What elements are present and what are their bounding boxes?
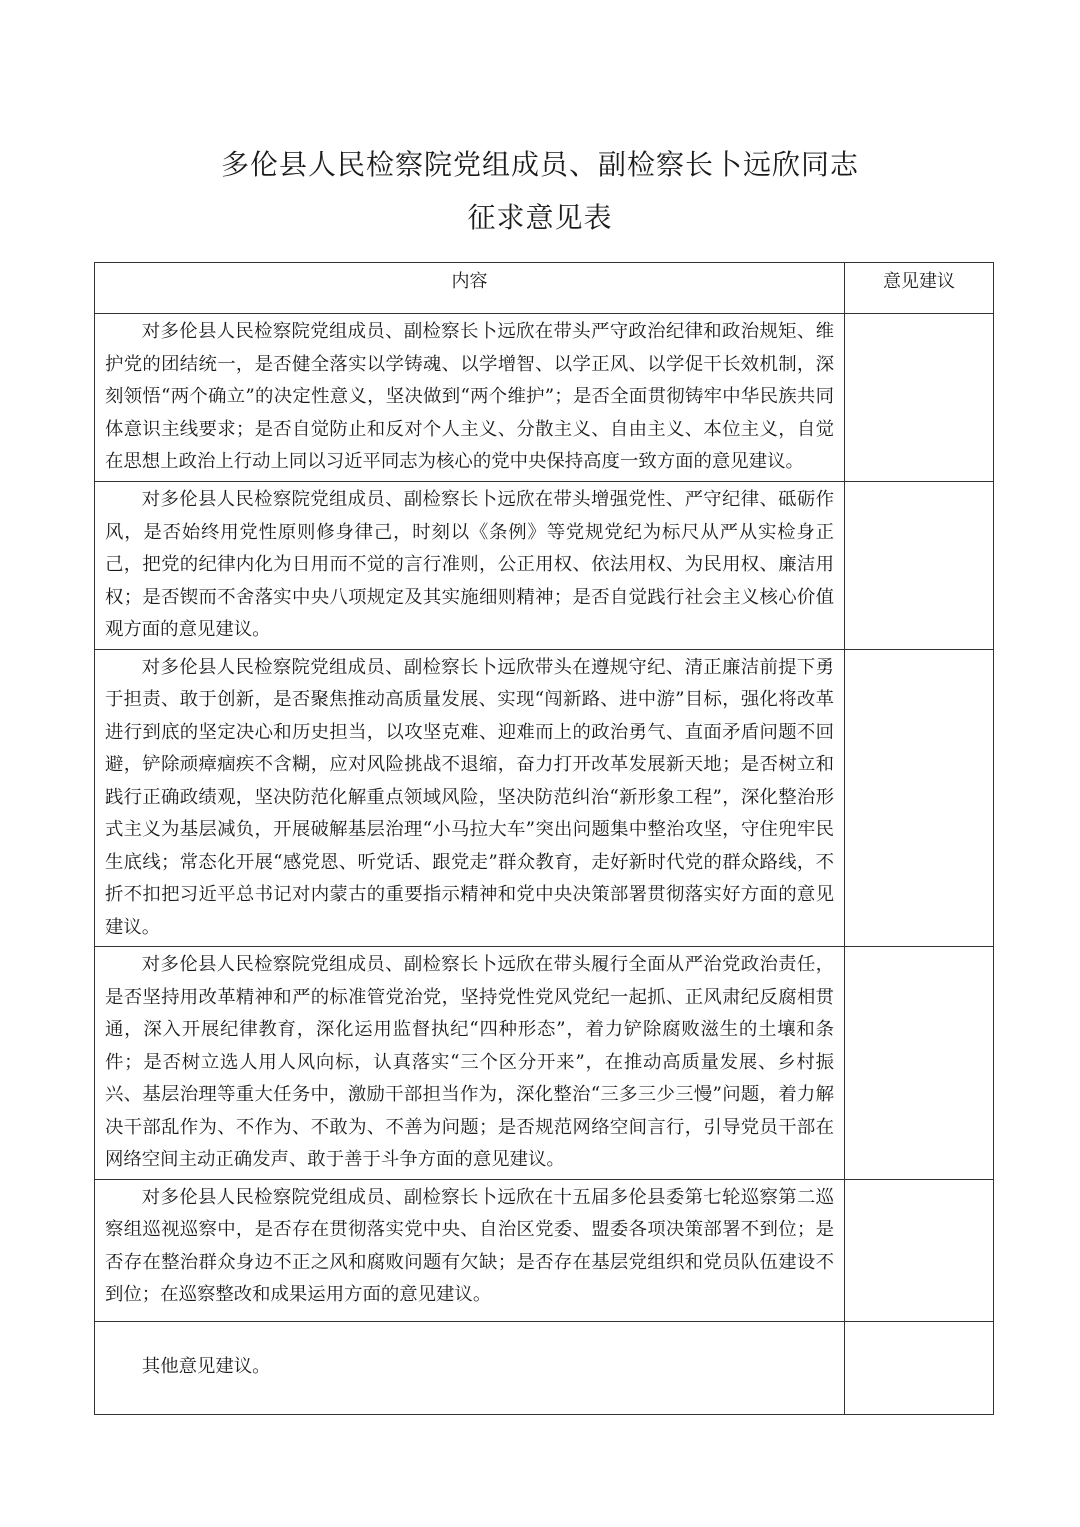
- document-title: 多伦县人民检察院党组成员、副检察长卜远欣同志: [220, 148, 859, 181]
- content-cell: [95, 482, 845, 650]
- opinion-cell[interactable]: [845, 947, 994, 1180]
- table-header-row: [95, 263, 994, 314]
- content-cell: [95, 947, 845, 1180]
- opinion-cell[interactable]: [845, 1179, 994, 1321]
- content-text: 对多伦县人民检察院党组成员、副检察长卜远欣带头在遵规守纪、清正廉洁前提下勇于担责、敢于创新，是否聚焦推动高质量发展、实现“闯新路、进中游”目标，强化将改革进行到底的坚定决心和历史担当，以攻坚克难、迎难而上的政治勇气、直面矛盾问题不回避，铲除顽瘴痼疾不含糊，应对风险挑战不退缩，奋力打开改革发展新天地；是否树立和践行正确政绩观，坚决防范化解重点领域风险，坚决防范纠治“新形象工程”，深化整治形式主义为基层减负，开展破解基层治理“小马拉大车”突出问题集中整治攻坚，守住兜牢民生底线；常态化开展“感党恩、听党话、跟党走”群众教育，走好新时代党的群众路线，不折不扣把习近平总书记对内蒙古的重要指示精神和党中央决策部署贯彻落实好方面的意见建议。: [105, 656, 834, 938]
- content-text: 其他意见建议。: [141, 1356, 271, 1378]
- content-text: 对多伦县人民检察院党组成员、副检察长卜远欣在带头严守政治纪律和政治规矩、维护党的团结统一，是否健全落实以学铸魂、以学增智、以学正风、以学促干长效机制，深刻领悟“两个确立”的决定性意义，坚决做到“两个维护”；是否全面贯彻铸牢中华民族共同体意识主线要求；是否自觉防止和反对个人主义、分散主义、自由主义、本位主义，自觉在思想上政治上行动上同以习近平同志为核心的党中央保持高度一致方面的意见建议。: [105, 321, 834, 472]
- opinion-cell[interactable]: [845, 1321, 994, 1414]
- content-text: 对多伦县人民检察院党组成员、副检察长卜远欣在带头增强党性、严守纪律、砥砺作风，是否始终用党性原则修身律己，时刻以《条例》等党规党纪为标尺从严从实检身正己，把党的纪律内化为日用而不觉的言行准则，公正用权、依法用权、为民用权、廉洁用权；是否锲而不舍落实中央八项规定及其实施细则精神；是否自觉践行社会主义核心价值观方面的意见建议。: [105, 489, 834, 640]
- document-subtitle: 征求意见表: [467, 201, 613, 234]
- content-text: 对多伦县人民检察院党组成员、副检察长卜远欣在十五届多伦县委第七轮巡察第二巡察组巡视巡察中，是否存在贯彻落实党中央、自治区党委、盟委各项决策部署不到位；是否存在整治群众身边不正之风和腐败问题有欠缺；是否存在基层党组织和党员队伍建设不到位；在巡察整改和成果运用方面的意见建议。: [105, 1186, 834, 1305]
- table-row: [95, 1179, 994, 1321]
- content-text: 对多伦县人民检察院党组成员、副检察长卜远欣在带头履行全面从严治党政治责任，是否坚持用改革精神和严的标准管党治党，坚持党性党风党纪一起抓、正风肃纪反腐相贯通，深入开展纪律教育，深化运用监督执纪“四种形态”，着力铲除腐败滋生的土壤和条件；是否树立选人用人风向标，认真落实“三个区分开来”，在推动高质量发展、乡村振兴、基层治理等重大任务中，激励干部担当作为，深化整治“三多三少三慢”问题，着力解决干部乱作为、不作为、不敢为、不善为问题；是否规范网络空间言行，引导党员干部在网络空间主动正确发声、敢于善于斗争方面的意见建议。: [105, 954, 834, 1170]
- table-row: [95, 649, 994, 947]
- opinion-cell[interactable]: [845, 649, 994, 947]
- content-column-header: 内容: [95, 263, 845, 314]
- opinion-cell[interactable]: [845, 482, 994, 650]
- opinion-cell[interactable]: [845, 314, 994, 482]
- content-cell: [95, 1321, 845, 1414]
- content-cell: [95, 649, 845, 947]
- opinion-form-table: [94, 262, 994, 1415]
- table-row: [95, 1321, 994, 1414]
- table-row: [95, 314, 994, 482]
- content-cell: [95, 1179, 845, 1321]
- table-row: [95, 482, 994, 650]
- content-cell: [95, 314, 845, 482]
- opinion-column-header: 意见建议: [845, 263, 994, 314]
- table-row: [95, 947, 994, 1180]
